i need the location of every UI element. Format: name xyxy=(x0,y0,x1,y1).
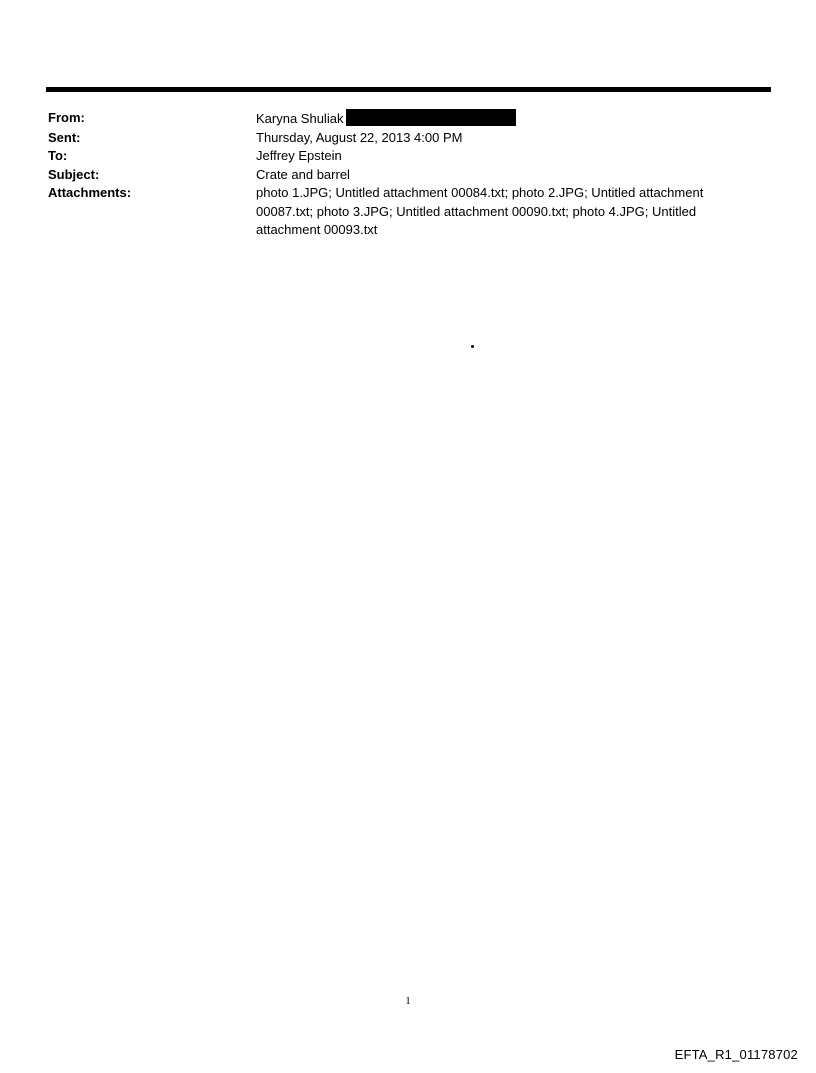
from-label: From: xyxy=(48,110,85,125)
sender-name: Karyna Shuliak xyxy=(256,111,344,126)
sent-value: Thursday, August 22, 2013 4:00 PM xyxy=(256,129,463,145)
attachments-value: photo 1.JPG; Untitled attachment 00084.txt; photo 2.JPG; Untitled attachment 00087.txt; photo 3.JPG; Untitled attachment 00090.txt; photo 4.JPG; Untitled attachment 00093.txt xyxy=(256,185,704,237)
page-number: 1 xyxy=(405,995,411,1007)
redaction-box xyxy=(346,109,516,126)
stray-dot xyxy=(471,345,474,348)
bates-number: EFTA_R1_01178702 xyxy=(674,1047,798,1062)
subject-value: Crate and barrel xyxy=(256,166,350,182)
header-divider-rule xyxy=(46,87,771,92)
subject-row xyxy=(48,166,748,185)
sent-row xyxy=(48,129,748,148)
from-value xyxy=(256,109,726,129)
attachments-row xyxy=(48,184,748,240)
sent-label: Sent: xyxy=(48,129,81,145)
to-row xyxy=(48,147,748,166)
to-value: Jeffrey Epstein xyxy=(256,148,342,163)
attachments-label: Attachments: xyxy=(48,185,132,200)
subject-label: Subject: xyxy=(48,166,100,182)
email-header xyxy=(48,109,748,240)
from-row xyxy=(48,109,748,129)
to-label: To: xyxy=(48,148,68,163)
